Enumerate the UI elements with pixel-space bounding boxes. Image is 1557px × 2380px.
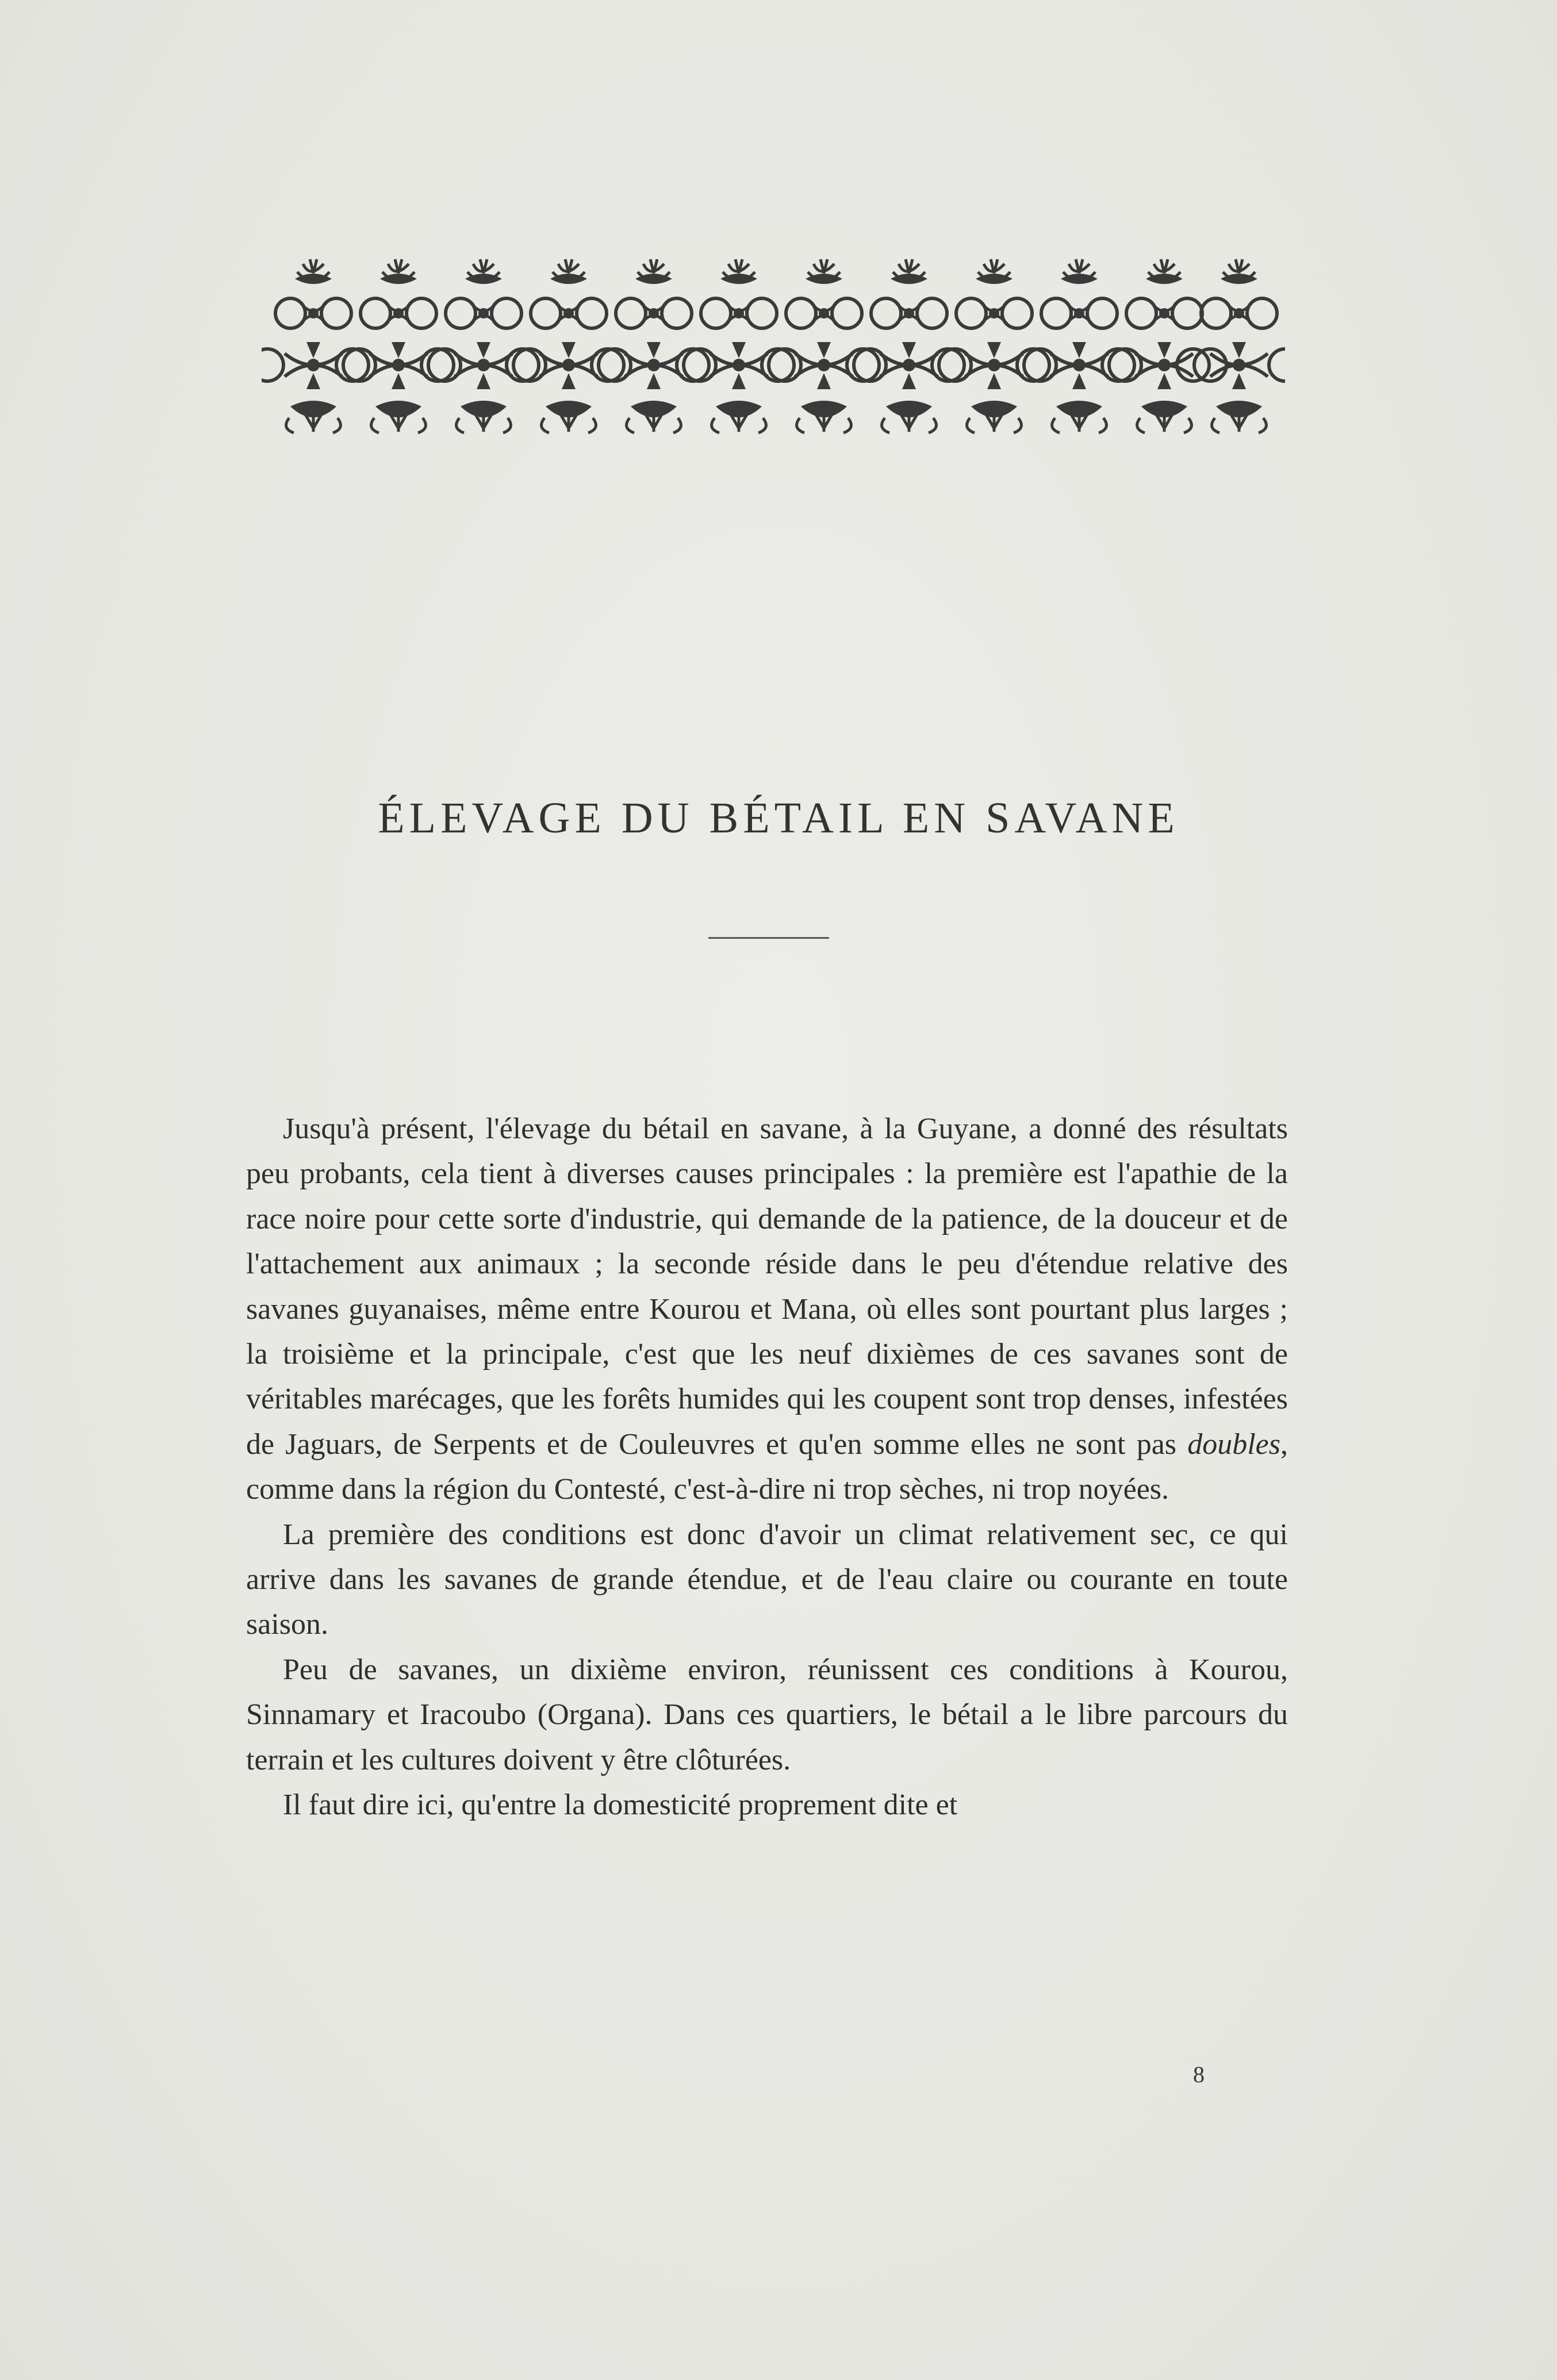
paragraph-1-text-b: , comme dans la région du Contesté, c'est-à-dire ni trop sèches, ni trop noyées. <box>246 1427 1288 1506</box>
paragraph-1 <box>246 1107 1288 1513</box>
title-divider <box>708 937 829 939</box>
body-text <box>246 1107 1288 1828</box>
paragraph-1-text-a: Jusqu'à présent, l'élevage du bétail en savane, à la Guyane, a donné des résultats peu probants, cela tient à diverses causes principales : la première est l'apathie de la race noire pour cette sorte d'industrie, qui demande de la patience, de la douceur et de l'attachement aux animaux ; la seconde réside dans le peu d'étendue relative des savanes guyanaises, même entre Kourou et Mana, où elles sont pourtant plus larges ; la troisième et la principale, c'est que les neuf dixièmes de ces savanes sont de véritables marécages, que les forêts humides qui les coupent sont trop denses, infestées de Jaguars, de Serpents et de Couleuvres et qu'en somme elles ne sont pas <box>246 1112 1288 1461</box>
decorative-ornament-band <box>262 256 1285 440</box>
chapter-title: ÉLEVAGE DU BÉTAIL EN SAVANE <box>378 794 1179 842</box>
paragraph-3: Peu de savanes, un dixième environ, réunissent ces conditions à Kourou, Sinnamary et Iracoubo (Organa). Dans ces quartiers, le bétail a le libre parcours du terrain et les cultures doivent y être clôturées. <box>246 1653 1288 1776</box>
page-number: 8 <box>1193 2062 1205 2087</box>
paragraph-2: La première des conditions est donc d'avoir un climat relativement sec, ce qui arrive dans les savanes de grande étendue, et de l'eau claire ou courante en toute saison. <box>246 1518 1288 1641</box>
paragraph-1-emphasis: doubles <box>1187 1427 1280 1461</box>
paragraph-4: Il faut dire ici, qu'entre la domesticité proprement dite et <box>283 1788 958 1822</box>
